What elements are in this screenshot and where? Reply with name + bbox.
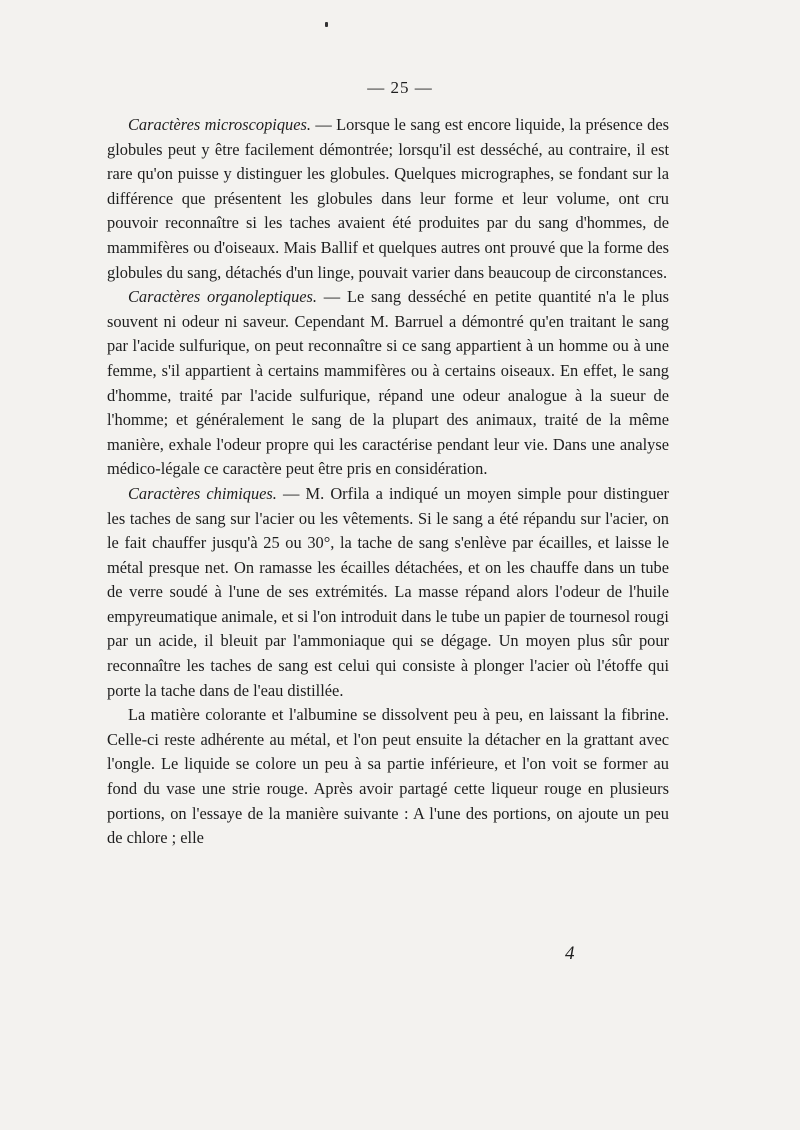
page-number: — 25 — xyxy=(367,78,433,97)
paragraph-text-organoleptic: — Le sang desséché en petite quantité n'a le plus souvent ni odeur ni saveur. Cependant M. Barruel a démontré qu'en traitant le sang par l'acide sulfurique, on peut reconnaître si ce sang appartient à un homme ou à une femme, s'il appartient à certains mammifères ou à certains oiseaux. En effet, le sang d'homme, traité par l'acide sulfurique, répand une odeur analogue à la sueur de l'homme; et généralement le sang de la plupart des animaux, traité de la même manière, exhale l'odeur propre qui les caractérise pendant leur vie. Dans une analyse médico-légale ce caractère peut être pris en considération. xyxy=(107,287,669,479)
paragraph-text-chemical: — M. Orfila a indiqué un moyen simple pour distinguer les taches de sang sur l'acier ou les vêtements. Si le sang a été répandu sur l'acier, on le fait chauffer jusqu'à 25 ou 30°, la tache de sang s'enlève par écailles, et laisse le métal presque net. On ramasse les écailles détachées, et on les chauffe dans un tube de verre soudé à l'une de ses extrémités. La masse répand alors l'odeur de l'huile empyreumatique animale, et si l'on introduit dans le tube un papier de tournesol rougi par un acide, il bleuit par l'ammoniaque qui se dégage. Un moyen plus sûr pour reconnaître les taches de sang est celui qui consiste à plonger l'acier où l'étoffe qui porte la tache dans de l'eau distillée. xyxy=(107,483,669,700)
paragraph-text-microscopic: — Lorsque le sang est encore liquide, la présence des globules peut y être facilement démontrée; lorsqu'il est desséché, au contraire, il est rare qu'on puisse y distinguer les globules. Quelques micrographes, se fondant sur la différence que présentent les globules dans leur forme et leur volume, ont cru pouvoir reconnaître si les taches avaient été produites par du sang d'hommes, de mammifères ou d'oiseaux. Mais Ballif et quelques autres ont prouvé que la forme des globules du sang, détachés d'un linge, pouvait varier dans beaucoup de circonstances. xyxy=(107,115,669,282)
paragraph-microscopic xyxy=(107,113,669,285)
paragraph-text-coloring-matter: La matière colorante et l'albumine se dissolvent peu à peu, en laissant la fibrine. Celle-ci reste adhérente au métal, et l'on peut ensuite la détacher en la grattant avec l'ongle. Le liquide se colore un peu à sa partie inférieure, et l'on voit se former au fond du vase une strie rouge. Après avoir partagé cette liqueur rouge en plusieurs portions, on l'essaye de la manière suivante : A l'une des portions, on ajoute un peu de chlore ; elle xyxy=(107,705,669,848)
paragraph-chemical xyxy=(107,482,669,703)
paragraph-lead-microscopic: Caractères microscopiques. xyxy=(128,115,311,134)
paragraph-lead-organoleptic: Caractères organoleptiques. xyxy=(128,287,318,307)
ink-speck xyxy=(325,22,328,27)
paragraph-coloring-matter xyxy=(107,703,669,851)
signature-mark: 4 xyxy=(565,943,575,964)
paragraph-organoleptic xyxy=(107,285,669,482)
paragraph-lead-chemical: Caractères chimiques. xyxy=(128,483,277,503)
body-text xyxy=(107,113,669,851)
